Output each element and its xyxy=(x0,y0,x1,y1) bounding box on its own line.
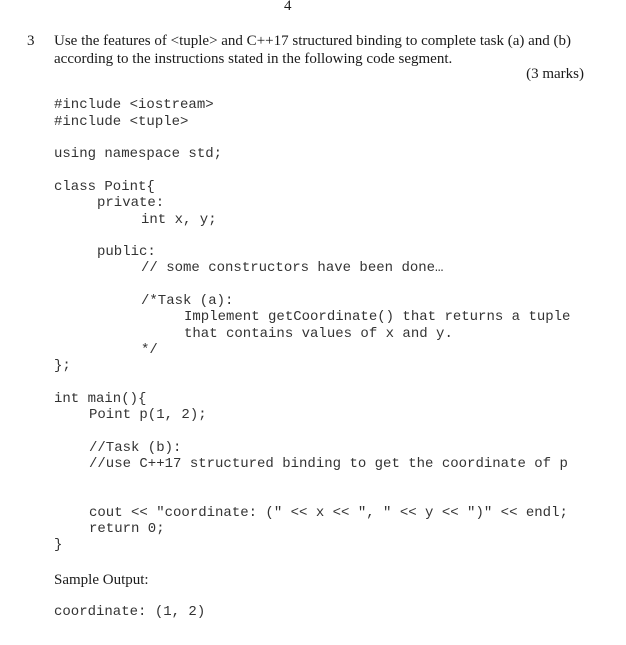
code-task-a-close: */ xyxy=(141,342,158,358)
sample-output-text: coordinate: (1, 2) xyxy=(54,604,206,620)
question-text xyxy=(54,32,594,68)
code-task-a-open: /*Task (a): xyxy=(141,293,234,309)
code-main-close: } xyxy=(54,537,63,553)
code-task-b-label: //Task (b): xyxy=(89,440,182,456)
question-text-line-1: Use the features of <tuple> and C++17 structured binding to complete task (a) and (b) xyxy=(54,33,572,49)
code-class-close: }; xyxy=(54,358,71,374)
question-number: 3 xyxy=(27,33,35,49)
page-number: 4 xyxy=(284,0,292,14)
code-return-line: return 0; xyxy=(89,521,165,537)
code-point-init: Point p(1, 2); xyxy=(89,407,207,423)
sample-output-heading: Sample Output: xyxy=(54,572,149,588)
code-task-b-instruction: //use C++17 structured binding to get the coordinate of p xyxy=(89,456,568,472)
code-cout-line: cout << "coordinate: (" << x << ", " << y << ")" << endl; xyxy=(89,505,568,521)
code-task-a-line-1: Implement getCoordinate() that returns a tuple xyxy=(184,309,571,325)
code-using-namespace: using namespace std; xyxy=(54,146,223,162)
marks-allocation: (3 marks) xyxy=(526,66,584,82)
code-constructors-comment: // some constructors have been done… xyxy=(141,260,444,276)
code-class-declaration: class Point{ xyxy=(54,179,155,195)
code-private-label: private: xyxy=(97,195,165,211)
code-include-iostream: #include <iostream> xyxy=(54,97,214,113)
code-public-label: public: xyxy=(97,244,156,260)
code-task-a-line-2: that contains values of x and y. xyxy=(184,326,453,342)
code-main-declaration: int main(){ xyxy=(54,391,147,407)
code-include-tuple: #include <tuple> xyxy=(54,114,189,130)
question-text-line-2: according to the instructions stated in the following code segment. xyxy=(54,51,453,67)
code-member-variables: int x, y; xyxy=(141,212,217,228)
